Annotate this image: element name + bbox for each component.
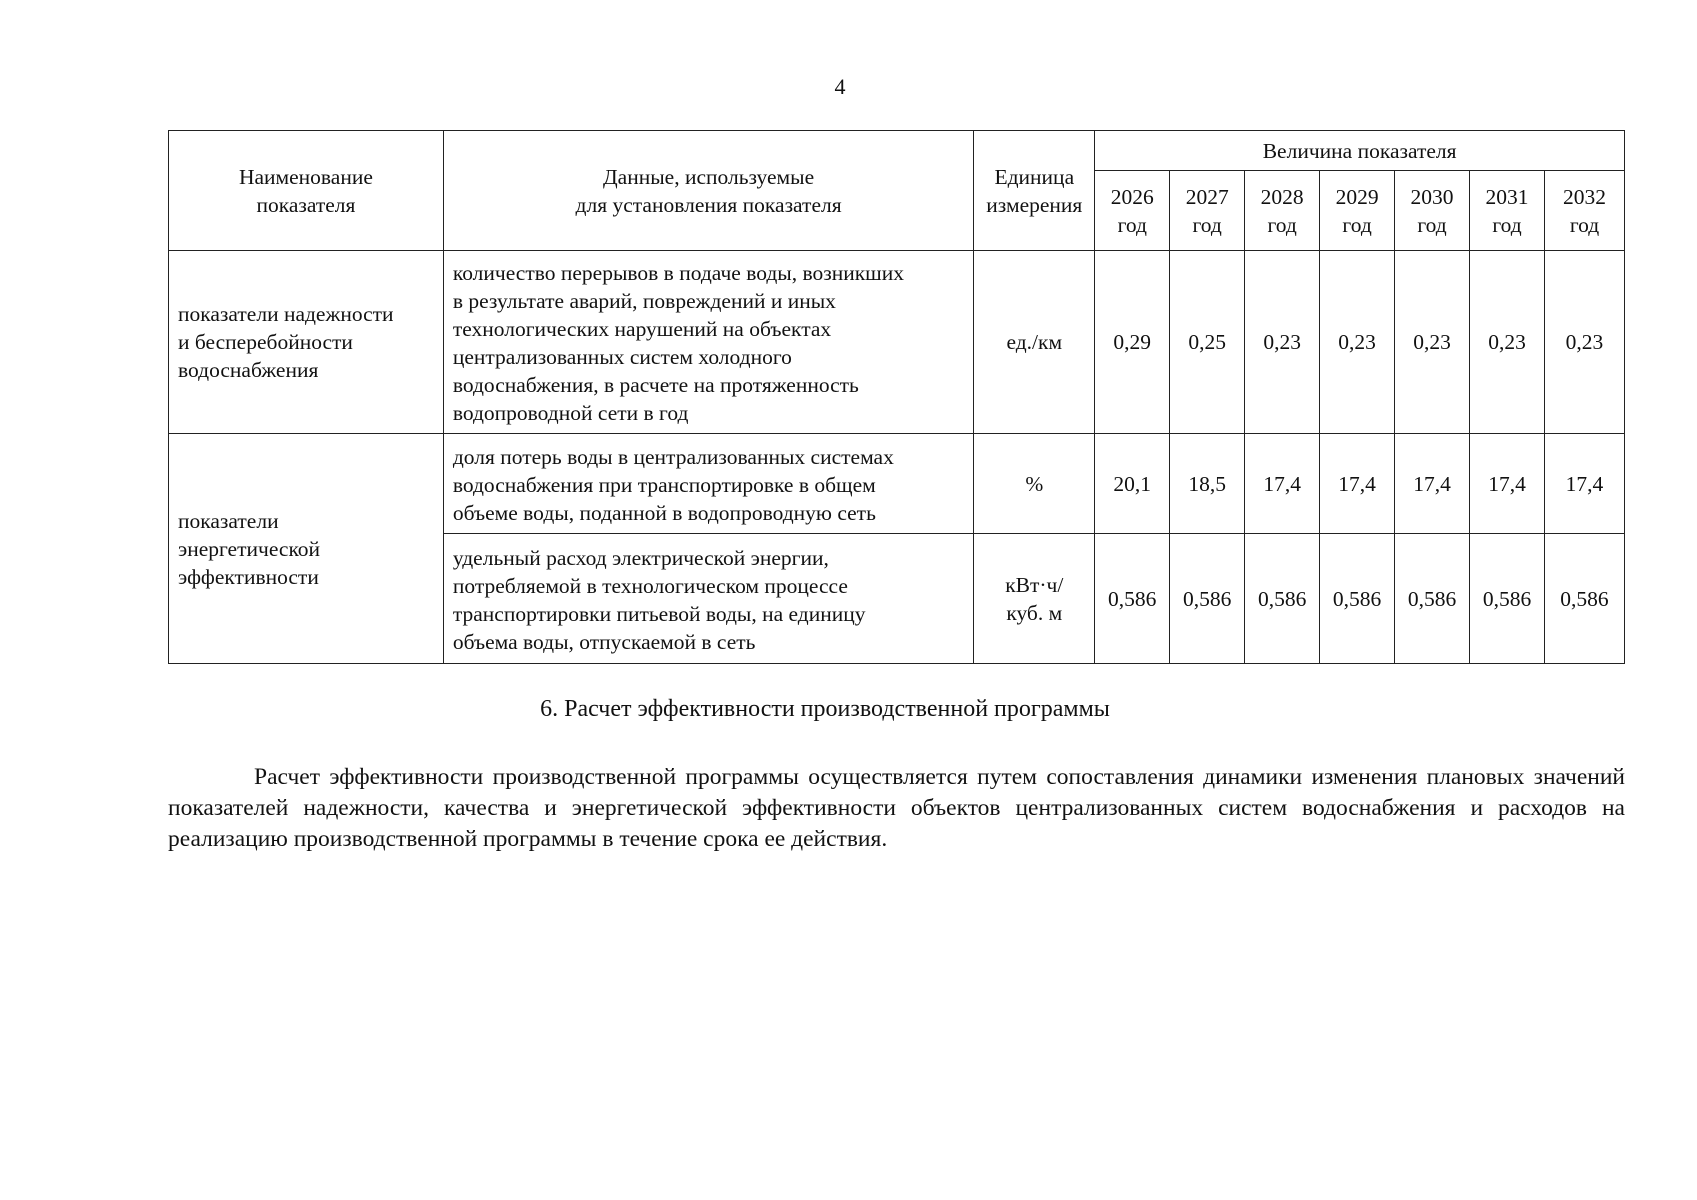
indicator-value: 0,586 xyxy=(1320,534,1395,664)
section-paragraph: Расчет эффективности производственной программы осуществляется путем сопоставления динамики изменения плановых значений показателей надежности, качества и энергетической эффективности объектов централизованных систем водоснабжения и расходов на реализацию производственной программы в течение срока ее действия. xyxy=(168,764,1625,852)
indicator-value: 17,4 xyxy=(1395,434,1470,534)
header-year: 2028 год xyxy=(1245,171,1320,251)
header-year: 2032 год xyxy=(1544,171,1624,251)
indicator-unit: кВт·ч/ куб. м xyxy=(974,534,1095,664)
table-row xyxy=(169,251,1625,434)
indicator-group-energy-efficiency: показатели энергетической эффективности xyxy=(169,434,444,664)
indicator-value: 17,4 xyxy=(1320,434,1395,534)
header-indicator-name: Наименование показателя xyxy=(169,131,444,251)
indicator-data-description: удельный расход электрической энергии, потребляемой в технологическом процессе транспортировки питьевой воды, на единицу объема воды, отпускаемой в сеть xyxy=(443,534,973,664)
indicator-data-description: доля потерь воды в централизованных системах водоснабжения при транспортировке в общем объеме воды, поданной в водопроводную сеть xyxy=(443,434,973,534)
header-year: 2030 год xyxy=(1395,171,1470,251)
header-year: 2031 год xyxy=(1470,171,1545,251)
indicator-value: 0,29 xyxy=(1095,251,1170,434)
indicator-value: 17,4 xyxy=(1470,434,1545,534)
indicator-value: 0,23 xyxy=(1320,251,1395,434)
indicator-unit: % xyxy=(974,434,1095,534)
indicator-value: 0,586 xyxy=(1544,534,1624,664)
indicator-value: 18,5 xyxy=(1170,434,1245,534)
indicator-group-reliability: показатели надежности и бесперебойности водоснабжения xyxy=(169,251,444,434)
table-row xyxy=(169,434,1625,534)
header-year: 2026 год xyxy=(1095,171,1170,251)
indicator-value: 0,25 xyxy=(1170,251,1245,434)
table-body xyxy=(169,251,1625,664)
indicator-value: 0,586 xyxy=(1245,534,1320,664)
indicator-value: 0,586 xyxy=(1095,534,1170,664)
indicator-value: 17,4 xyxy=(1544,434,1624,534)
page-number: 4 xyxy=(834,74,846,99)
header-value-group: Величина показателя xyxy=(1095,131,1625,171)
indicator-value: 0,23 xyxy=(1544,251,1624,434)
indicator-value: 20,1 xyxy=(1095,434,1170,534)
indicators-table xyxy=(168,130,1625,664)
indicator-unit: ед./км xyxy=(974,251,1095,434)
header-source-data: Данные, используемые для установления показателя xyxy=(443,131,973,251)
indicator-value: 0,586 xyxy=(1170,534,1245,664)
section-title: 6. Расчет эффективности производственной программы xyxy=(540,696,1110,722)
table-header xyxy=(169,131,1625,251)
header-year: 2029 год xyxy=(1320,171,1395,251)
indicator-value: 17,4 xyxy=(1245,434,1320,534)
indicator-value: 0,586 xyxy=(1470,534,1545,664)
indicator-value: 0,23 xyxy=(1395,251,1470,434)
indicator-value: 0,23 xyxy=(1470,251,1545,434)
header-year: 2027 год xyxy=(1170,171,1245,251)
header-unit: Единица измерения xyxy=(974,131,1095,251)
indicator-value: 0,23 xyxy=(1245,251,1320,434)
indicator-value: 0,586 xyxy=(1395,534,1470,664)
indicator-data-description: количество перерывов в подаче воды, возникших в результате аварий, повреждений и иных технологических нарушений на объектах централизованных систем холодного водоснабжения, в расчете на протяженность водопроводной сети в год xyxy=(443,251,973,434)
